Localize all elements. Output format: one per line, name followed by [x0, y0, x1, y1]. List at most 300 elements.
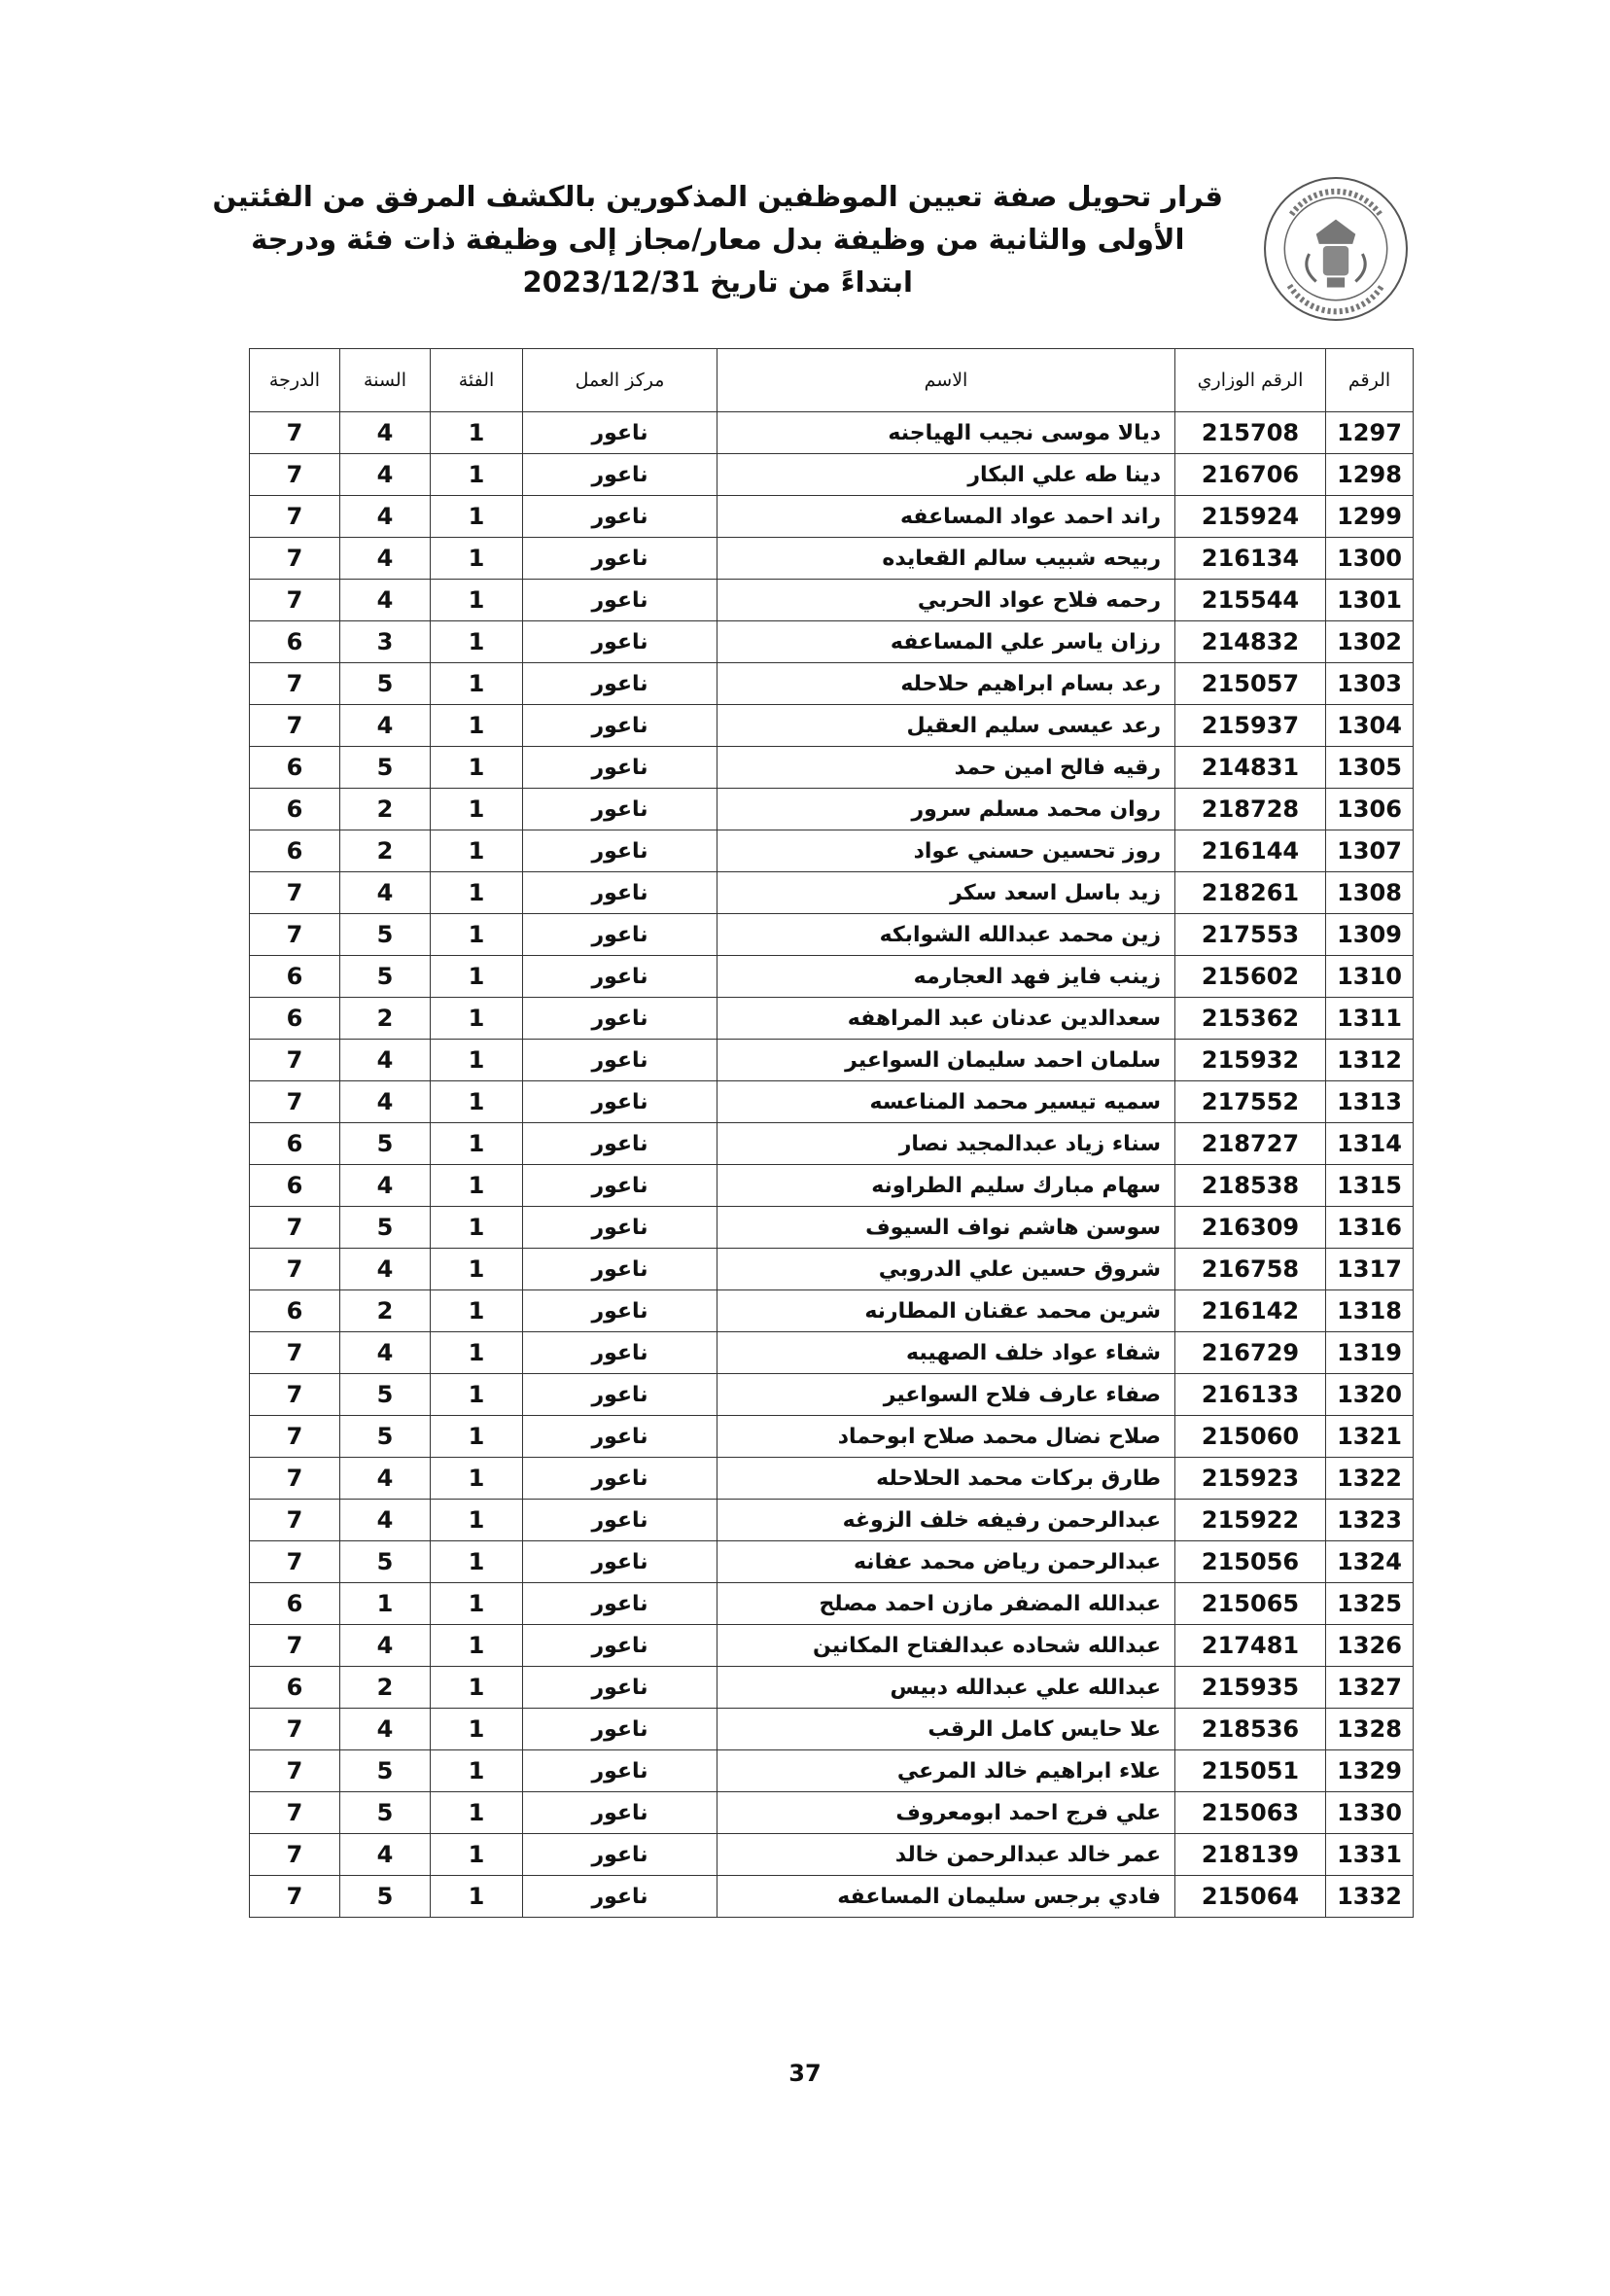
column-header-grade: الدرجة [250, 349, 340, 412]
table-row [250, 914, 1414, 956]
ministerial-number-cell: 215602 [1175, 956, 1326, 998]
ministerial-number-cell: 215063 [1175, 1792, 1326, 1834]
year-cell: 5 [340, 1750, 431, 1792]
grade-cell: 7 [250, 1081, 340, 1123]
work-center-cell: ناعور [523, 412, 718, 454]
work-center-cell: ناعور [523, 1876, 718, 1918]
grade-cell: 6 [250, 956, 340, 998]
name-cell: عبدالرحمن رفيفه خلف الزوغه [718, 1500, 1175, 1541]
work-center-cell: ناعور [523, 1709, 718, 1750]
serial-cell: 1321 [1326, 1416, 1414, 1458]
category-cell: 1 [431, 1750, 523, 1792]
category-cell: 1 [431, 1541, 523, 1583]
year-cell: 5 [340, 663, 431, 705]
grade-cell: 7 [250, 496, 340, 538]
grade-cell: 7 [250, 1374, 340, 1416]
work-center-cell: ناعور [523, 1249, 718, 1290]
name-cell: رعد بسام ابراهيم حلاحله [718, 663, 1175, 705]
category-cell: 1 [431, 1792, 523, 1834]
table-row [250, 1583, 1414, 1625]
category-cell: 1 [431, 1165, 523, 1207]
table-row [250, 1249, 1414, 1290]
table-row [250, 1332, 1414, 1374]
table-row [250, 830, 1414, 872]
work-center-cell: ناعور [523, 1416, 718, 1458]
serial-cell: 1318 [1326, 1290, 1414, 1332]
serial-cell: 1307 [1326, 830, 1414, 872]
table-row [250, 1374, 1414, 1416]
employees-table [249, 348, 1414, 1918]
work-center-cell: ناعور [523, 1123, 718, 1165]
work-center-cell: ناعور [523, 1667, 718, 1709]
ministerial-number-cell: 214831 [1175, 747, 1326, 789]
category-cell: 1 [431, 1834, 523, 1876]
ministerial-number-cell: 215932 [1175, 1040, 1326, 1081]
serial-cell: 1299 [1326, 496, 1414, 538]
serial-cell: 1331 [1326, 1834, 1414, 1876]
serial-cell: 1317 [1326, 1249, 1414, 1290]
table-row [250, 705, 1414, 747]
table-row [250, 1625, 1414, 1667]
work-center-cell: ناعور [523, 621, 718, 663]
ministerial-number-cell: 215935 [1175, 1667, 1326, 1709]
work-center-cell: ناعور [523, 872, 718, 914]
category-cell: 1 [431, 1332, 523, 1374]
category-cell: 1 [431, 1458, 523, 1500]
serial-cell: 1302 [1326, 621, 1414, 663]
name-cell: صلاح نضال محمد صلاح ابوحماد [718, 1416, 1175, 1458]
table-row [250, 998, 1414, 1040]
serial-cell: 1308 [1326, 872, 1414, 914]
grade-cell: 7 [250, 1207, 340, 1249]
ministerial-number-cell: 215924 [1175, 496, 1326, 538]
year-cell: 2 [340, 1667, 431, 1709]
table-row [250, 789, 1414, 830]
serial-cell: 1319 [1326, 1332, 1414, 1374]
category-cell: 1 [431, 621, 523, 663]
serial-cell: 1328 [1326, 1709, 1414, 1750]
work-center-cell: ناعور [523, 1332, 718, 1374]
category-cell: 1 [431, 580, 523, 621]
ministerial-number-cell: 216142 [1175, 1290, 1326, 1332]
category-cell: 1 [431, 747, 523, 789]
ministerial-number-cell: 216706 [1175, 454, 1326, 496]
table-row [250, 1081, 1414, 1123]
name-cell: عبدالله المضفر مازن احمد مصلح [718, 1583, 1175, 1625]
ministerial-number-cell: 215060 [1175, 1416, 1326, 1458]
grade-cell: 6 [250, 1583, 340, 1625]
table-row [250, 1207, 1414, 1249]
year-cell: 4 [340, 1709, 431, 1750]
category-cell: 1 [431, 1709, 523, 1750]
year-cell: 5 [340, 747, 431, 789]
grade-cell: 6 [250, 1123, 340, 1165]
document-title [213, 173, 1224, 303]
category-cell: 1 [431, 1667, 523, 1709]
category-cell: 1 [431, 496, 523, 538]
table-row [250, 454, 1414, 496]
name-cell: عبدالله علي عبدالله دبيس [718, 1667, 1175, 1709]
year-cell: 5 [340, 1541, 431, 1583]
column-header-name: الاسم [718, 349, 1175, 412]
category-cell: 1 [431, 454, 523, 496]
name-cell: علا حايس كامل الرقب [718, 1709, 1175, 1750]
category-cell: 1 [431, 1625, 523, 1667]
category-cell: 1 [431, 1374, 523, 1416]
year-cell: 5 [340, 1792, 431, 1834]
table-row [250, 1416, 1414, 1458]
name-cell: علاء ابراهيم خالد المرعي [718, 1750, 1175, 1792]
category-cell: 1 [431, 1500, 523, 1541]
grade-cell: 7 [250, 1876, 340, 1918]
serial-cell: 1301 [1326, 580, 1414, 621]
work-center-cell: ناعور [523, 705, 718, 747]
name-cell: سلمان احمد سليمان السواعير [718, 1040, 1175, 1081]
year-cell: 1 [340, 1583, 431, 1625]
ministerial-number-cell: 215937 [1175, 705, 1326, 747]
table-row [250, 580, 1414, 621]
name-cell: روان محمد مسلم سرور [718, 789, 1175, 830]
work-center-cell: ناعور [523, 1750, 718, 1792]
category-cell: 1 [431, 1583, 523, 1625]
year-cell: 4 [340, 1165, 431, 1207]
year-cell: 4 [340, 1081, 431, 1123]
ministerial-number-cell: 217552 [1175, 1081, 1326, 1123]
serial-cell: 1330 [1326, 1792, 1414, 1834]
serial-cell: 1320 [1326, 1374, 1414, 1416]
ministerial-number-cell: 218261 [1175, 872, 1326, 914]
table-row [250, 872, 1414, 914]
ministerial-number-cell: 215057 [1175, 663, 1326, 705]
ministerial-number-cell: 216134 [1175, 538, 1326, 580]
grade-cell: 6 [250, 747, 340, 789]
serial-cell: 1300 [1326, 538, 1414, 580]
grade-cell: 7 [250, 705, 340, 747]
work-center-cell: ناعور [523, 1583, 718, 1625]
year-cell: 4 [340, 538, 431, 580]
year-cell: 4 [340, 496, 431, 538]
category-cell: 1 [431, 830, 523, 872]
name-cell: علي فرج احمد ابومعروف [718, 1792, 1175, 1834]
grade-cell: 7 [250, 1249, 340, 1290]
table-row [250, 1458, 1414, 1500]
work-center-cell: ناعور [523, 580, 718, 621]
grade-cell: 7 [250, 914, 340, 956]
year-cell: 3 [340, 621, 431, 663]
ministry-seal-logo [1262, 175, 1410, 323]
year-cell: 5 [340, 1207, 431, 1249]
serial-cell: 1311 [1326, 998, 1414, 1040]
name-cell: رعد عيسى سليم العقيل [718, 705, 1175, 747]
category-cell: 1 [431, 1876, 523, 1918]
name-cell: عبدالرحمن رياض محمد عفانه [718, 1541, 1175, 1583]
ministerial-number-cell: 214832 [1175, 621, 1326, 663]
table-row [250, 1500, 1414, 1541]
category-cell: 1 [431, 1081, 523, 1123]
grade-cell: 7 [250, 1834, 340, 1876]
grade-cell: 7 [250, 663, 340, 705]
ministerial-number-cell: 218728 [1175, 789, 1326, 830]
name-cell: فادي برجس سليمان المساعفه [718, 1876, 1175, 1918]
work-center-cell: ناعور [523, 1040, 718, 1081]
name-cell: سميه تيسير محمد المناعسه [718, 1081, 1175, 1123]
name-cell: سوسن هاشم نواف السيوف [718, 1207, 1175, 1249]
ministerial-number-cell: 216758 [1175, 1249, 1326, 1290]
work-center-cell: ناعور [523, 1625, 718, 1667]
serial-cell: 1297 [1326, 412, 1414, 454]
work-center-cell: ناعور [523, 1290, 718, 1332]
table-row [250, 956, 1414, 998]
year-cell: 2 [340, 789, 431, 830]
year-cell: 4 [340, 580, 431, 621]
serial-cell: 1325 [1326, 1583, 1414, 1625]
grade-cell: 7 [250, 1625, 340, 1667]
work-center-cell: ناعور [523, 1834, 718, 1876]
category-cell: 1 [431, 1249, 523, 1290]
name-cell: زين محمد عبدالله الشوابكه [718, 914, 1175, 956]
work-center-cell: ناعور [523, 830, 718, 872]
name-cell: شروق حسين علي الدروبي [718, 1249, 1175, 1290]
title-line-3: ابتداءً من تاريخ 2023/12/31 [522, 265, 913, 299]
name-cell: ديالا موسى نجيب الهياجنه [718, 412, 1175, 454]
work-center-cell: ناعور [523, 1792, 718, 1834]
name-cell: دينا طه علي البكار [718, 454, 1175, 496]
table-row [250, 412, 1414, 454]
year-cell: 4 [340, 412, 431, 454]
name-cell: ربيحه شبيب سالم القعايده [718, 538, 1175, 580]
table-row [250, 1750, 1414, 1792]
category-cell: 1 [431, 1290, 523, 1332]
serial-cell: 1310 [1326, 956, 1414, 998]
table-row [250, 747, 1414, 789]
year-cell: 4 [340, 1834, 431, 1876]
table-row [250, 1290, 1414, 1332]
column-header-category: الفئة [431, 349, 523, 412]
name-cell: راند احمد عواد المساعفه [718, 496, 1175, 538]
ministerial-number-cell: 215056 [1175, 1541, 1326, 1583]
table-row [250, 1667, 1414, 1709]
page-number: 37 [788, 2060, 822, 2087]
column-header-work-center: مركز العمل [523, 349, 718, 412]
ministerial-number-cell: 216144 [1175, 830, 1326, 872]
serial-cell: 1303 [1326, 663, 1414, 705]
table-header-row [250, 349, 1414, 412]
year-cell: 4 [340, 1500, 431, 1541]
name-cell: عبدالله شحاده عبدالفتاح المكانين [718, 1625, 1175, 1667]
serial-cell: 1322 [1326, 1458, 1414, 1500]
ministerial-number-cell: 215544 [1175, 580, 1326, 621]
work-center-cell: ناعور [523, 1165, 718, 1207]
year-cell: 5 [340, 1876, 431, 1918]
category-cell: 1 [431, 1207, 523, 1249]
work-center-cell: ناعور [523, 998, 718, 1040]
table-row [250, 1834, 1414, 1876]
ministerial-number-cell: 218536 [1175, 1709, 1326, 1750]
serial-cell: 1327 [1326, 1667, 1414, 1709]
work-center-cell: ناعور [523, 1500, 718, 1541]
grade-cell: 7 [250, 1709, 340, 1750]
category-cell: 1 [431, 998, 523, 1040]
year-cell: 4 [340, 1332, 431, 1374]
grade-cell: 6 [250, 789, 340, 830]
serial-cell: 1326 [1326, 1625, 1414, 1667]
table-row [250, 1876, 1414, 1918]
work-center-cell: ناعور [523, 1081, 718, 1123]
table-row [250, 496, 1414, 538]
name-cell: رحمه فلاح عواد الحربي [718, 580, 1175, 621]
table-row [250, 621, 1414, 663]
name-cell: شفاء عواد خلف الصهيبه [718, 1332, 1175, 1374]
name-cell: سناء زياد عبدالمجيد نصار [718, 1123, 1175, 1165]
work-center-cell: ناعور [523, 496, 718, 538]
ministerial-number-cell: 215065 [1175, 1583, 1326, 1625]
ministerial-number-cell: 215923 [1175, 1458, 1326, 1500]
year-cell: 5 [340, 914, 431, 956]
grade-cell: 7 [250, 1332, 340, 1374]
serial-cell: 1298 [1326, 454, 1414, 496]
name-cell: شرين محمد عقنان المطارنه [718, 1290, 1175, 1332]
column-header-ministerial-number: الرقم الوزاري [1175, 349, 1326, 412]
grade-cell: 6 [250, 1165, 340, 1207]
work-center-cell: ناعور [523, 1541, 718, 1583]
serial-cell: 1313 [1326, 1081, 1414, 1123]
ministerial-number-cell: 215064 [1175, 1876, 1326, 1918]
grade-cell: 7 [250, 1040, 340, 1081]
year-cell: 4 [340, 1040, 431, 1081]
name-cell: سهام مبارك سليم الطراونه [718, 1165, 1175, 1207]
work-center-cell: ناعور [523, 1374, 718, 1416]
name-cell: رقيه فالح امين حمد [718, 747, 1175, 789]
grade-cell: 7 [250, 1541, 340, 1583]
year-cell: 5 [340, 1374, 431, 1416]
ministerial-number-cell: 215051 [1175, 1750, 1326, 1792]
table-row [250, 538, 1414, 580]
year-cell: 2 [340, 830, 431, 872]
work-center-cell: ناعور [523, 454, 718, 496]
ministerial-number-cell: 216133 [1175, 1374, 1326, 1416]
work-center-cell: ناعور [523, 956, 718, 998]
ministerial-number-cell: 218139 [1175, 1834, 1326, 1876]
name-cell: سعدالدين عدنان عبد المراهفه [718, 998, 1175, 1040]
grade-cell: 7 [250, 1750, 340, 1792]
category-cell: 1 [431, 789, 523, 830]
title-line-2: الأولى والثانية من وظيفة بدل معار/مجاز إلى وظيفة ذات فئة ودرجة [251, 223, 1185, 256]
category-cell: 1 [431, 914, 523, 956]
year-cell: 5 [340, 1123, 431, 1165]
ministerial-number-cell: 215362 [1175, 998, 1326, 1040]
name-cell: عمر خالد عبدالرحمن خالد [718, 1834, 1175, 1876]
category-cell: 1 [431, 663, 523, 705]
name-cell: صفاء عارف فلاح السواعير [718, 1374, 1175, 1416]
year-cell: 2 [340, 1290, 431, 1332]
serial-cell: 1314 [1326, 1123, 1414, 1165]
grade-cell: 6 [250, 1290, 340, 1332]
table-row [250, 663, 1414, 705]
grade-cell: 7 [250, 1458, 340, 1500]
year-cell: 4 [340, 1249, 431, 1290]
name-cell: روز تحسين حسني عواد [718, 830, 1175, 872]
year-cell: 4 [340, 705, 431, 747]
category-cell: 1 [431, 538, 523, 580]
grade-cell: 6 [250, 830, 340, 872]
serial-cell: 1309 [1326, 914, 1414, 956]
work-center-cell: ناعور [523, 789, 718, 830]
year-cell: 4 [340, 872, 431, 914]
serial-cell: 1304 [1326, 705, 1414, 747]
grade-cell: 7 [250, 1416, 340, 1458]
category-cell: 1 [431, 1123, 523, 1165]
year-cell: 4 [340, 1458, 431, 1500]
serial-cell: 1312 [1326, 1040, 1414, 1081]
table-row [250, 1709, 1414, 1750]
serial-cell: 1323 [1326, 1500, 1414, 1541]
serial-cell: 1324 [1326, 1541, 1414, 1583]
ministerial-number-cell: 218727 [1175, 1123, 1326, 1165]
table-row [250, 1792, 1414, 1834]
serial-cell: 1315 [1326, 1165, 1414, 1207]
table-body [250, 412, 1414, 1918]
year-cell: 5 [340, 956, 431, 998]
grade-cell: 7 [250, 412, 340, 454]
serial-cell: 1316 [1326, 1207, 1414, 1249]
work-center-cell: ناعور [523, 747, 718, 789]
category-cell: 1 [431, 705, 523, 747]
table-row [250, 1541, 1414, 1583]
serial-cell: 1332 [1326, 1876, 1414, 1918]
category-cell: 1 [431, 412, 523, 454]
ministerial-number-cell: 216729 [1175, 1332, 1326, 1374]
work-center-cell: ناعور [523, 1207, 718, 1249]
year-cell: 2 [340, 998, 431, 1040]
ministerial-number-cell: 215922 [1175, 1500, 1326, 1541]
grade-cell: 7 [250, 538, 340, 580]
grade-cell: 6 [250, 998, 340, 1040]
work-center-cell: ناعور [523, 538, 718, 580]
category-cell: 1 [431, 1040, 523, 1081]
serial-cell: 1329 [1326, 1750, 1414, 1792]
grade-cell: 7 [250, 872, 340, 914]
table-row [250, 1040, 1414, 1081]
category-cell: 1 [431, 956, 523, 998]
serial-cell: 1306 [1326, 789, 1414, 830]
name-cell: زينب فايز فهد العجارمه [718, 956, 1175, 998]
year-cell: 4 [340, 1625, 431, 1667]
name-cell: زيد باسل اسعد سكر [718, 872, 1175, 914]
ministerial-number-cell: 215708 [1175, 412, 1326, 454]
work-center-cell: ناعور [523, 1458, 718, 1500]
work-center-cell: ناعور [523, 663, 718, 705]
grade-cell: 7 [250, 1500, 340, 1541]
grade-cell: 6 [250, 1667, 340, 1709]
serial-cell: 1305 [1326, 747, 1414, 789]
name-cell: طارق بركات محمد الحلاحله [718, 1458, 1175, 1500]
table-row [250, 1165, 1414, 1207]
document-header [212, 173, 1410, 323]
title-line-1: قرار تحويل صفة تعيين الموظفين المذكورين بالكشف المرفق من الفئتين [212, 180, 1223, 213]
category-cell: 1 [431, 872, 523, 914]
grade-cell: 7 [250, 580, 340, 621]
grade-cell: 7 [250, 1792, 340, 1834]
ministerial-number-cell: 217553 [1175, 914, 1326, 956]
column-header-year: السنة [340, 349, 431, 412]
grade-cell: 6 [250, 621, 340, 663]
ministerial-number-cell: 216309 [1175, 1207, 1326, 1249]
column-header-serial: الرقم [1326, 349, 1414, 412]
ministerial-number-cell: 218538 [1175, 1165, 1326, 1207]
work-center-cell: ناعور [523, 914, 718, 956]
year-cell: 4 [340, 454, 431, 496]
table-row [250, 1123, 1414, 1165]
